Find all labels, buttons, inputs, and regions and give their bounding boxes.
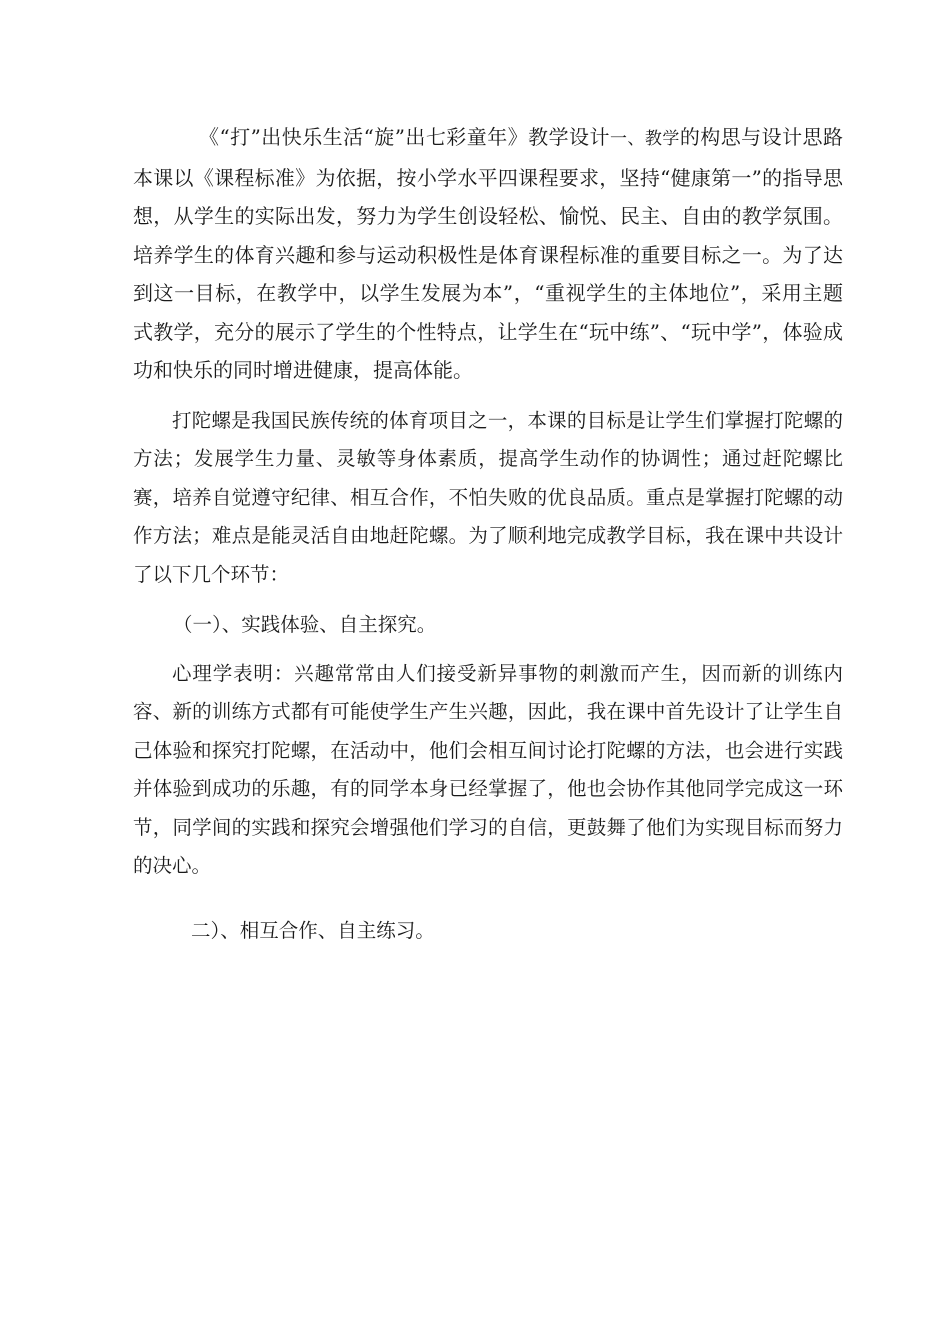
document-title: 《“打”出快乐生活“旋”出七彩童年》教学设计 xyxy=(199,125,610,149)
section-heading-2: 二）、相互合作、自主练习。 xyxy=(191,918,435,942)
title-paragraph xyxy=(133,118,843,390)
section-heading-inline: 一、教学 xyxy=(609,129,680,149)
document-page xyxy=(133,118,843,950)
paragraph-2: 打陀螺是我国民族传统的体育项目之一，本课的目标是让学生们掌握打陀螺的方法；发展学生力量、灵敏等身体素质，提高学生动作的协调性；通过赶陀螺比赛，培养自觉遵守纪律、相互合作，不怕失败的优良品质。重点是掌握打陀螺的动作方法；难点是能灵活自由地赶陀螺。为了顺利地完成教学目标，我在课中共设计了以下几个环节： xyxy=(133,408,843,586)
section-heading-1: （一）、实践体验、自主探究。 xyxy=(173,613,437,636)
paragraph-body-1: 的构思与设计思路本课以《课程标准》为依据，按小学水平四课程要求，坚持“健康第一”的指导思想，从学生的实际出发，努力为学生创设轻松、愉悦、民主、自由的教学氛围。培养学生的体育兴趣和参与运动积极性是体育课程标准的重要目标之一。为了达到这一目标，在教学中，以学生发展为本”，“重视学生的主体地位”，采用主题式教学，充分的展示了学生的个性特点，让学生在“玩中练”、“玩中学”，体验成功和快乐的同时增进健康，提高体能。 xyxy=(133,125,844,382)
paragraph-3: 心理学表明：兴趣常常由人们接受新异事物的刺激而产生，因而新的训练内容、新的训练方式都有可能使学生产生兴趣，因此，我在课中首先设计了让学生自己体验和探究打陀螺，在活动中，他们会相互间讨论打陀螺的方法，也会进行实践并体验到成功的乐趣，有的同学本身已经掌握了，他也会协作其他同学完成这一环节，同学间的实践和探究会增强他们学习的自信，更鼓舞了他们为实现目标而努力的决心。 xyxy=(133,661,843,877)
